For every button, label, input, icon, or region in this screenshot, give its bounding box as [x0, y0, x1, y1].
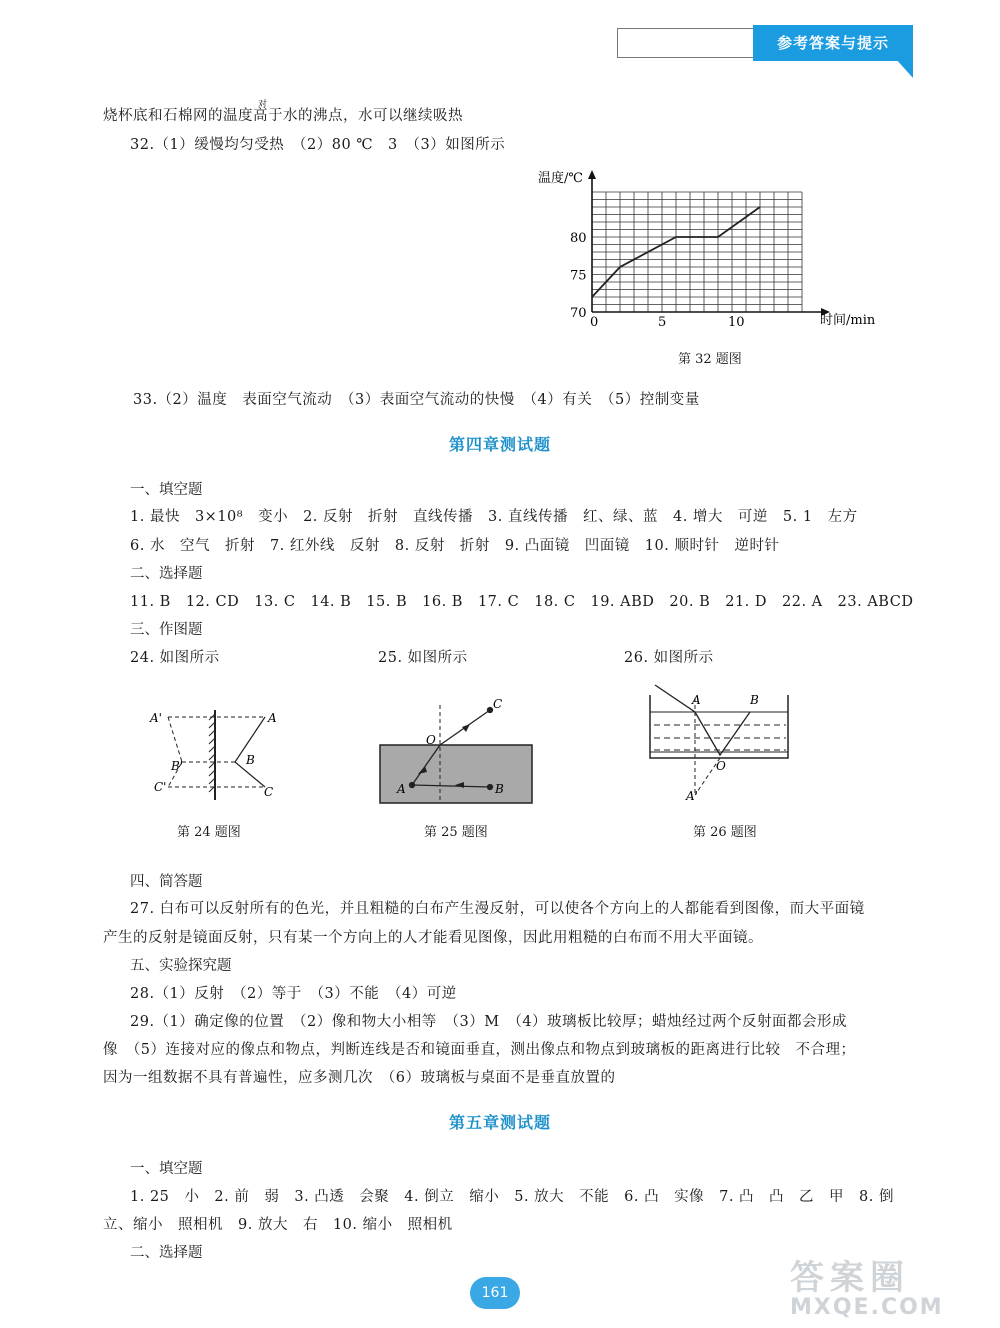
chart-x-tick-label: 5: [658, 315, 667, 330]
q26-label: 26. 如图所示: [624, 650, 714, 666]
fig25-label-b: B: [495, 782, 504, 796]
figure-26-caption: 第 26 题图: [693, 825, 757, 840]
header-box: [617, 28, 755, 58]
chart-x-tick-label: 0: [590, 315, 599, 330]
figure-25: [370, 690, 550, 810]
q29-line3: 因为一组数据不具有普遍性，应多测几次 （6）玻璃板与桌面不是垂直放置的: [103, 1070, 616, 1086]
watermark: [790, 1260, 990, 1320]
fig25-label-o: O: [426, 733, 436, 747]
page-number: 161: [470, 1277, 520, 1309]
fig25-label-c: C: [493, 697, 503, 711]
fig24-label-c: C: [264, 785, 274, 799]
ch4-section-experiment: 五、实验探究题: [130, 958, 232, 974]
chapter4-title: 第四章测试题: [448, 435, 551, 454]
figure-24: [140, 690, 290, 810]
correction-note: 对: [258, 100, 268, 110]
ch4-choice-answers: 11. B 12. CD 13. C 14. B 15. B 16. B 17. C 18. C 19. ABD 20. B 21. D 22. A 23. ABCD: [130, 594, 914, 610]
figure-24-caption: 第 24 题图: [177, 825, 241, 840]
q27-line2: 产生的反射是镜面反射，只有某一个方向上的人才能看见图像，因此用粗糙的白布而不用大平面镜。: [103, 930, 763, 946]
chart-y-tick-label: 70: [570, 306, 587, 321]
ch4-section-draw: 三、作图题: [130, 622, 203, 638]
header-banner-tail: [895, 58, 913, 78]
q29-line1: 29.（1）确定像的位置 （2）像和物大小相等 （3）M （4）玻璃板比较厚；蜡烛经过两个反射面都会形成: [130, 1014, 848, 1030]
fig24-label-b: B: [246, 753, 255, 767]
q29-line2: 像 （5）连接对应的像点和物点，判断连线是否和镜面垂直，测出像点和物点到玻璃板的距离进行比较 不合理；: [103, 1042, 856, 1058]
ch4-fill-line1: 1. 最快 3×10⁸ 变小 2. 反射 折射 直线传播 3. 直线传播 红、绿、蓝 4. 增大 可逆 5. 1 左方: [130, 509, 858, 525]
figure-25-caption: 第 25 题图: [424, 825, 488, 840]
ch5-fill-line1: 1. 25 小 2. 前 弱 3. 凸透 会聚 4. 倒立 缩小 5. 放大 不能 6. 凸 实像 7. 凸 凸 乙 甲 8. 倒: [130, 1189, 894, 1205]
chapter5-title: 第五章测试题: [448, 1113, 551, 1132]
fig26-label-a1: A': [686, 789, 698, 803]
ch4-section-fill: 一、填空题: [130, 482, 203, 498]
fig24-label-b1: B': [171, 759, 184, 773]
q32-chart: [530, 160, 890, 360]
chart-ylabel: 温度/℃: [538, 171, 583, 186]
q28-answer: 28.（1）反射 （2）等于 （3）不能 （4）可逆: [130, 986, 457, 1002]
ch4-section-choice: 二、选择题: [130, 566, 203, 582]
q24-label: 24. 如图所示: [130, 650, 220, 666]
figure-26: [640, 680, 800, 810]
q25-label: 25. 如图所示: [378, 650, 468, 666]
chart-xlabel: 时间/min: [820, 313, 876, 328]
fig26-label-b: B: [750, 693, 759, 707]
fig24-label-c1: C': [154, 780, 167, 794]
watermark-url: MXQE.COM: [790, 1295, 944, 1320]
ch4-section-short: 四、简答题: [130, 874, 203, 890]
ch5-section-fill: 一、填空题: [130, 1161, 203, 1177]
fig26-label-a: A: [692, 693, 701, 707]
chart-y-tick-label: 80: [570, 231, 587, 246]
fig24-label-a: A: [268, 711, 277, 725]
header-banner: 参考答案与提示: [753, 25, 913, 61]
chart-y-tick-label: 75: [570, 268, 587, 284]
continuation-line: 烧杯底和石棉网的温度高于水的沸点，水可以继续吸热: [103, 108, 463, 124]
q32-answer: 32.（1）缓慢均匀受热 （2）80 ℃ 3 （3）如图所示: [130, 137, 506, 153]
chart-y-arrow: [588, 170, 596, 179]
fig26-label-o: O: [716, 759, 726, 773]
watermark-logo: 答案圈: [790, 1258, 910, 1298]
q27-line1: 27. 白布可以反射所有的色光，并且粗糙的白布产生漫反射，可以使各个方向上的人都能看到图像，而大平面镜: [130, 901, 865, 917]
chart-x-tick-label: 10: [728, 315, 745, 330]
fig25-label-a: A: [397, 782, 406, 796]
ch5-section-choice: 二、选择题: [130, 1245, 203, 1261]
fig24-label-a1: A': [150, 711, 162, 725]
q33-answer: 33.（2）温度 表面空气流动 （3）表面空气流动的快慢 （4）有关 （5）控制变量: [133, 392, 700, 408]
ch4-fill-line2: 6. 水 空气 折射 7. 红外线 反射 8. 反射 折射 9. 凸面镜 凹面镜 10. 顺时针 逆时针: [130, 538, 780, 554]
chart-grid: [592, 192, 802, 312]
ch5-fill-line2: 立、缩小 照相机 9. 放大 右 10. 缩小 照相机: [103, 1217, 453, 1233]
chart-caption: 第 32 题图: [678, 352, 742, 367]
